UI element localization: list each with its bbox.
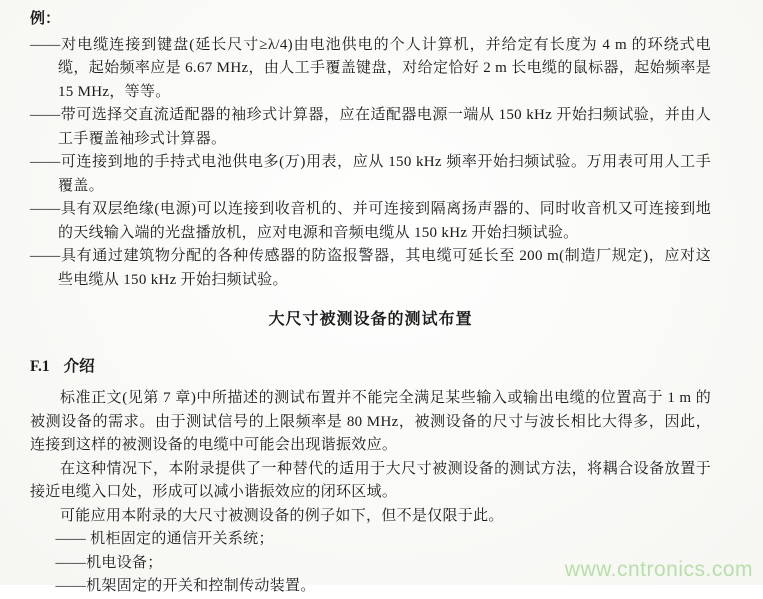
bullet-item-pocket-calculator: ——带可选择交直流适配器的袖珍式计算器，应在适配器电源一端从 150 kHz 开始扫频试验，并由人工手覆盖袖珍式计算器。 [30,107,711,147]
paragraph-standard-limitations: 标准正文(见第 7 章)中所描述的测试布置并不能完全满足某些输入或输出电缆的位置高于 1 m 的被测设备的需求。由于测试信号的上限频率是 80 MHz，被测设备的尺寸与波长相比大得多，因此，连接到这样的被测设备的电缆中可能会出现谐振效应。 [30,390,711,453]
appendix-title: 大尺寸被测设备的测试布置 [268,311,473,328]
bullet-item-cd-player: ——具有双层绝缘(电源)可以连接到收音机的、并可连接到隔离扬声器的、同时收音机又可连接到地的天线输入端的光盘播放机，应对电源和音频电缆从 150 kHz 开始扫频试验。 [30,201,711,241]
list-item-electromechanical: ——机电设备； [55,554,163,571]
paragraph-alternative-method: 在这种情况下，本附录提供了一种替代的适用于大尺寸被测设备的测试方法，将耦合设备放置于接近电缆入口处，形成可以减小谐振效应的闭环区域。 [30,460,711,500]
section-title: 介绍 [63,357,95,375]
list-item-switching-system: —— 机柜固定的通信开关系统； [55,531,274,547]
watermark-url: www.cntronics.com [564,557,753,581]
paragraph-examples-intro: 可能应用本附录的大尺寸被测设备的例子如下，但不是仅限于此。 [60,507,504,524]
section-heading [30,355,711,379]
section-number: F.1 [30,357,50,375]
bullet-item-multimeter: ——可连接到地的手持式电池供电多(万)用表，应从 150 kHz 频率开始扫频试验。万用表可用人工手覆盖。 [30,154,711,194]
list-item-rack-switchgear: ——机架固定的开关和控制传动装置。 [55,578,316,594]
bullet-item-keyboard-pc: ——对电缆连接到键盘(延长尺寸≥λ/4)由电池供电的个人计算机，并给定有长度为 4 m 的环绕式电缆，起始频率应是 6.67 MHz，由人工手覆盖键盘，对给定恰好 2 m 长电缆的鼠标器，起始频率是 15 MHz，等等。 [30,36,711,100]
bullet-item-burglar-alarm: ——具有通过建筑物分配的各种传感器的防盗报警器，其电缆可延长至 200 m(制造厂规定)，应对这些电缆从 150 kHz 开始扫频试验。 [30,248,711,288]
introduction-paragraphs [30,387,711,528]
example-label: 例： [30,11,61,27]
